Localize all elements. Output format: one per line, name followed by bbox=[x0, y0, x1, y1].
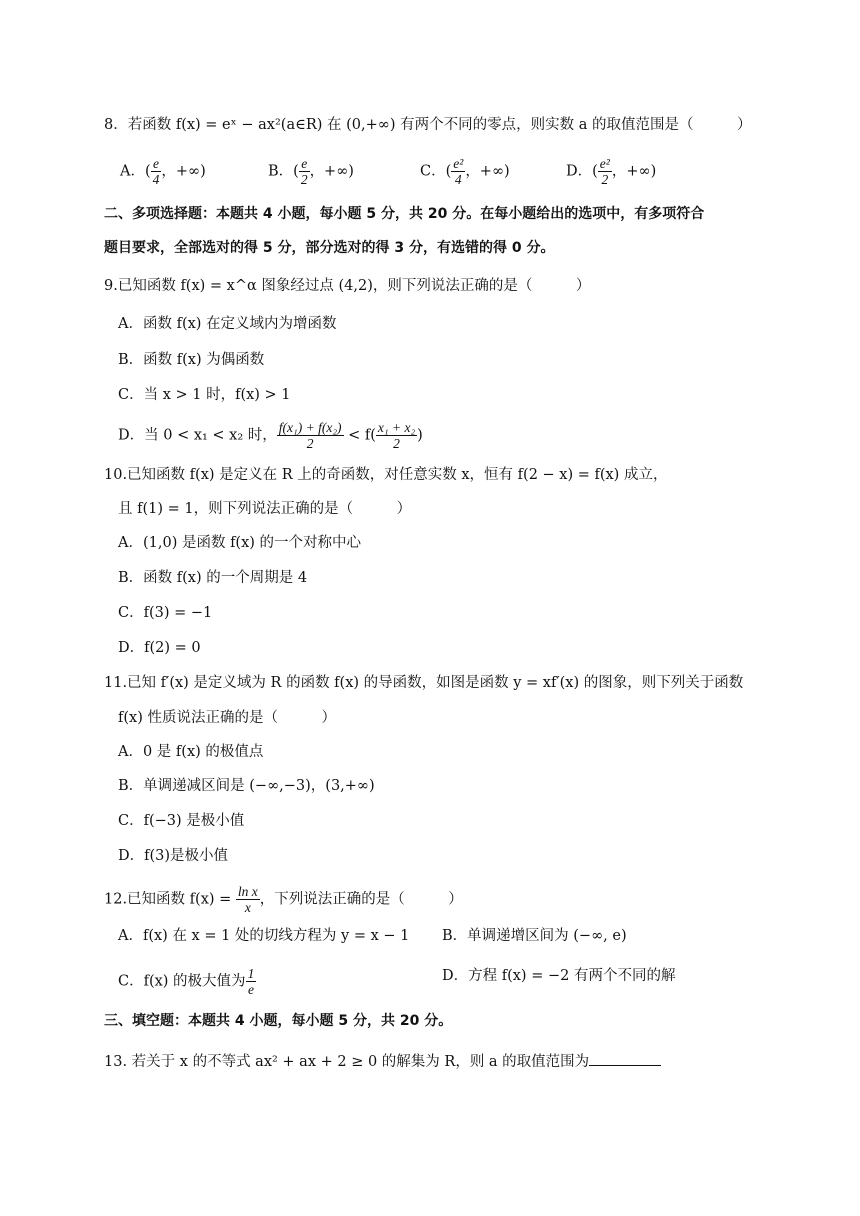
q12-option-a: A．f(x) 在 x = 1 处的切线方程为 y = x − 1 bbox=[118, 928, 410, 944]
q8-option-d: D．( $\frac{\text{e²}}{2}$ ，+∞) bbox=[566, 156, 657, 187]
q11-option-a: A．0 是 f(x) 的极值点 bbox=[118, 744, 264, 760]
q8-option-c: C．( $\frac{\text{e²}}{4}$ ，+∞) bbox=[420, 156, 510, 187]
q10-option-c: C．f(3) = −1 bbox=[118, 605, 213, 621]
q9-option-c: C．当 x > 1 时，f(x) > 1 bbox=[118, 387, 291, 403]
q12-option-b: B．单调递增区间为 (−∞, e) bbox=[442, 928, 627, 944]
q9-stem: 9.已知函数 f(x) = x^α 图象经过点 (4,2)，则下列说法正确的是（ ） bbox=[104, 278, 591, 294]
q9-option-a: A．函数 f(x) 在定义域内为增函数 bbox=[118, 316, 337, 332]
q11-option-d: D．f(3)是极小值 bbox=[118, 848, 229, 864]
q10-stem-line1: 10.已知函数 f(x) 是定义在 R 上的奇函数，对任意实数 x，恒有 f(2 − x) = f(x) 成立， bbox=[104, 467, 668, 483]
q8-stem: 8．若函数 f(x) = eˣ − ax²(a∈R) 在 (0,+∞) 有两个不同的零点，则实数 a 的取值范围是（ ） bbox=[104, 117, 752, 133]
section2-heading-line2: 题目要求，全部选对的得 5 分，部分选对的得 3 分，有选错的得 0 分。 bbox=[104, 240, 555, 256]
q9-option-b: B．函数 f(x) 为偶函数 bbox=[118, 352, 265, 368]
q8-option-a: A．( $\frac{e}{4}$ ，+∞) bbox=[120, 156, 206, 187]
q9-option-d: D．当 0 < x₁ < x₂ 时， $\frac{\text{f(x₁) + f(x₂)}}{2}$ < f( $\frac{\text{x₁ + x₂}}{2}$ ) bbox=[118, 420, 423, 451]
q11-stem-line2: f(x) 性质说法正确的是（ ） bbox=[118, 710, 336, 726]
q11-stem-line1: 11.已知 f′(x) 是定义域为 R 的函数 f(x) 的导函数，如图是函数 y = xf′(x) 的图象，则下列关于函数 bbox=[104, 675, 744, 691]
q12-stem: 12.已知函数 f(x) = $\frac{\text{ln x}}{x}$ ，下列说法正确的是（ ） bbox=[104, 884, 463, 915]
q10-stem-line2: 且 f(1) = 1，则下列说法正确的是（ ） bbox=[118, 501, 412, 517]
q8-option-b: B．( $\frac{e}{2}$ ，+∞) bbox=[268, 156, 354, 187]
q11-option-b: B．单调递减区间是 (−∞,−3)，(3,+∞) bbox=[118, 778, 375, 794]
section2-heading-line1: 二、多项选择题：本题共 4 小题，每小题 5 分，共 20 分。在每小题给出的选项中，有多项符合 bbox=[104, 206, 705, 222]
q11-option-c: C．f(−3) 是极小值 bbox=[118, 813, 245, 829]
q13-stem: 13. 若关于 x 的不等式 ax² + ax + 2 ≥ 0 的解集为 R，则 a 的取值范围为 bbox=[104, 1051, 661, 1072]
q12-option-c: C．f(x) 的极大值为 $\frac{1}{e}$ bbox=[118, 966, 255, 997]
section3-heading: 三、填空题：本题共 4 小题，每小题 5 分，共 20 分。 bbox=[104, 1013, 453, 1029]
q10-option-d: D．f(2) = 0 bbox=[118, 640, 201, 656]
q12-option-d: D．方程 f(x) = −2 有两个不同的解 bbox=[442, 968, 676, 984]
q10-option-a: A．(1,0) 是函数 f(x) 的一个对称中心 bbox=[118, 535, 362, 551]
q10-option-b: B．函数 f(x) 的一个周期是 4 bbox=[118, 570, 308, 586]
q13-answer-blank[interactable] bbox=[589, 1051, 661, 1066]
